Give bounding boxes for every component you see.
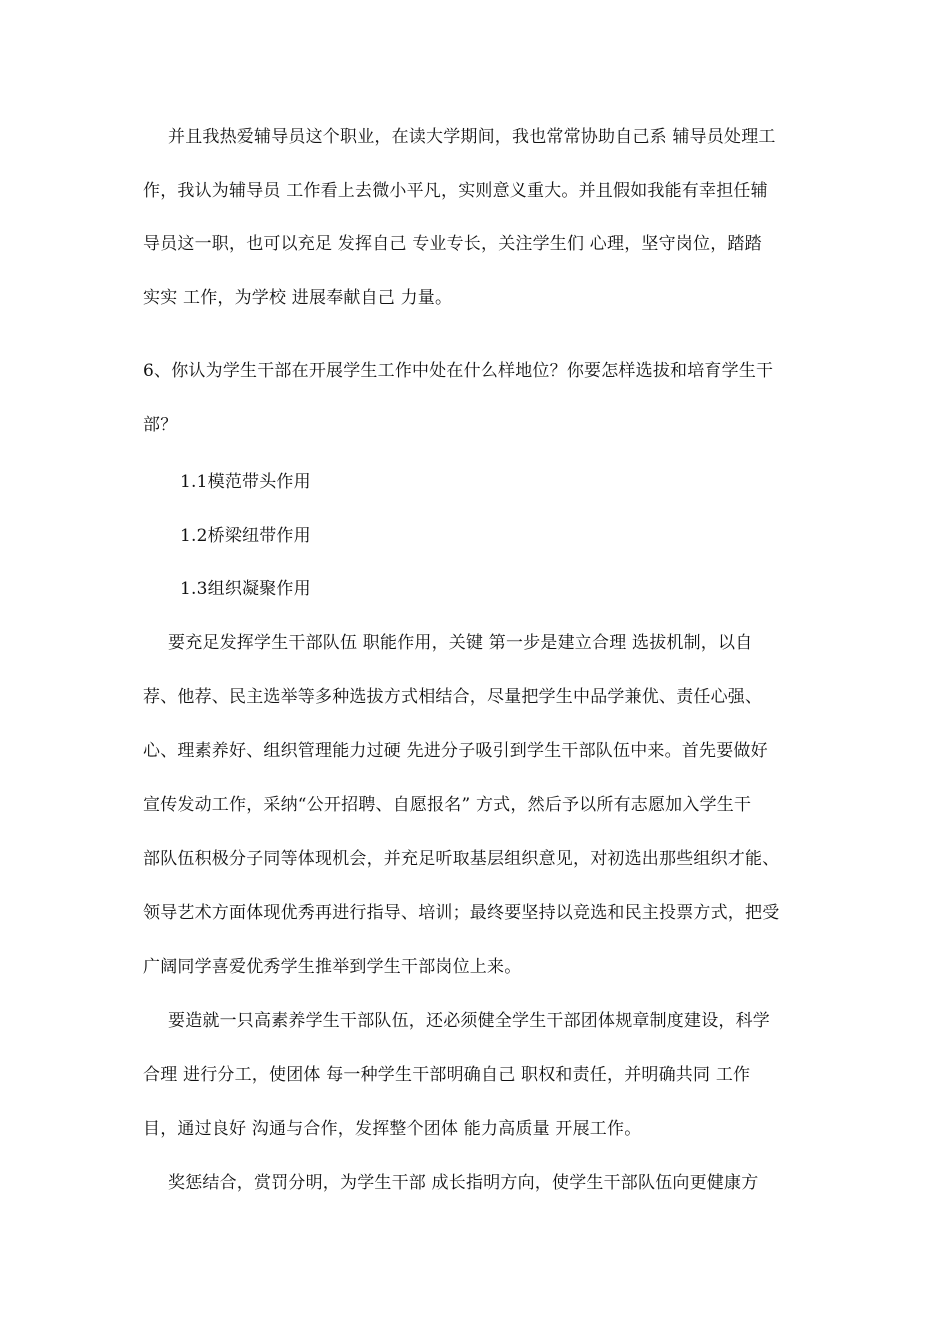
paragraph-line: 合理 进行分工，使团体 每一种学生干部明确自己 职权和责任，并明确共同 工作: [143, 1065, 751, 1085]
paragraph-line: 要造就一只高素养学生干部队伍，还必须健全学生干部团体规章制度建设，科学: [168, 1011, 770, 1031]
paragraph-line: 领导艺术方面体现优秀再进行指导、培训；最终要坚持以竞选和民主投票方式，把受: [143, 903, 780, 923]
paragraph-line: 心、理素养好、组织管理能力过硬 先进分子吸引到学生干部队伍中来。首先要做好: [143, 741, 768, 761]
list-item: 1.2桥梁纽带作用: [180, 526, 311, 546]
paragraph-line: 导员这一职，也可以充足 发挥自己 专业专长，关注学生们 心理，坚守岗位，踏踏: [143, 234, 762, 254]
paragraph-line: 宣传发动工作，采纳“公开招聘、自愿报名” 方式，然后予以所有志愿加入学生干: [143, 795, 752, 815]
paragraph-line: 部队伍积极分子同等体现机会，并充足听取基层组织意见，对初选出那些组织才能、: [143, 849, 780, 869]
question-line: 6、你认为学生干部在开展学生工作中处在什么样地位？你要怎样选拔和培育学生干: [143, 361, 774, 381]
paragraph-line: 实实 工作，为学校 进展奉献自己 力量。: [143, 288, 453, 308]
paragraph-line: 荐、他荐、民主选举等多种选拔方式相结合，尽量把学生中品学兼优、责任心强、: [143, 687, 763, 707]
list-item: 1.1模范带头作用: [180, 472, 311, 492]
question-line: 部？: [143, 415, 178, 435]
paragraph-line: 要充足发挥学生干部队伍 职能作用，关键 第一步是建立合理 选拔机制，以自: [168, 633, 753, 653]
paragraph-line: 作，我认为辅导员 工作看上去微小平凡，实则意义重大。并且假如我能有幸担任辅: [143, 181, 768, 201]
paragraph-line: 目，通过良好 沟通与合作，发挥整个团体 能力高质量 开展工作。: [143, 1119, 642, 1139]
paragraph-line: 奖惩结合，赏罚分明，为学生干部 成长指明方向，使学生干部队伍向更健康方: [168, 1173, 759, 1193]
list-item: 1.3组织凝聚作用: [180, 579, 311, 599]
paragraph-line: 并且我热爱辅导员这个职业，在读大学期间，我也常常协助自己系 辅导员处理工: [168, 127, 776, 147]
paragraph-line: 广阔同学喜爱优秀学生推举到学生干部岗位上来。: [143, 957, 522, 977]
